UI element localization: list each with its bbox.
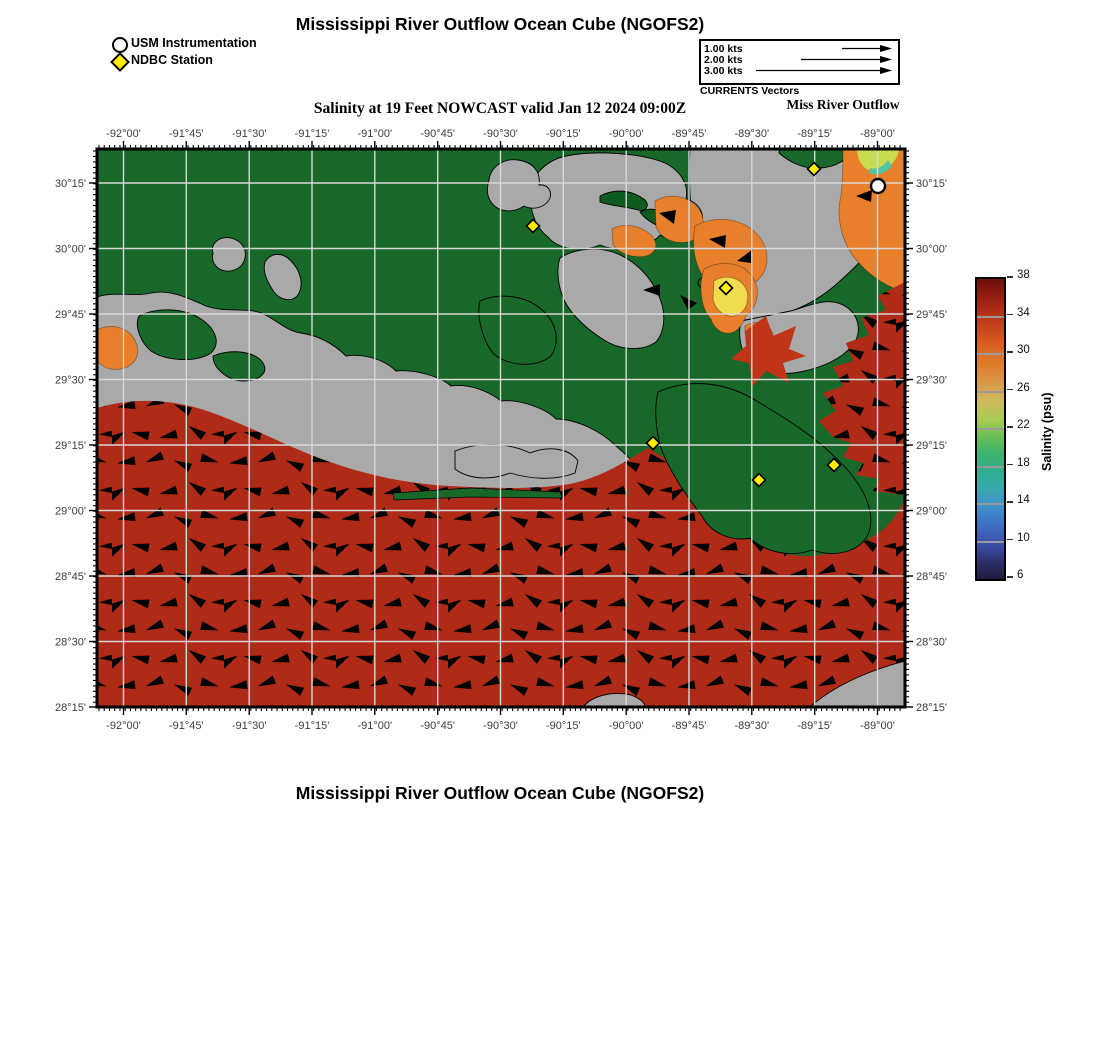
lat-tick-label-left: 30°15' [55, 178, 86, 190]
lon-tick-label-top: -89°00' [860, 128, 895, 140]
vector-arrow-head-3 [880, 67, 892, 74]
colorbar-tick-label: 10 [1017, 531, 1030, 544]
vector-arrow-head-1 [880, 45, 892, 52]
lon-tick-label-bottom: -92°00' [106, 720, 141, 732]
colorbar-tick-label: 38 [1017, 269, 1030, 281]
page-title: Mississippi River Outflow Ocean Cube (NGOFS2) [295, 14, 705, 34]
lat-tick-label-left: 29°45' [55, 309, 86, 321]
lat-tick-label-right: 28°30' [916, 636, 947, 649]
lon-tick-label-bottom: -89°45' [671, 720, 707, 732]
vector-speed-label-1: 1.00 kts [704, 43, 743, 55]
lon-tick-label-bottom: -89°15' [797, 720, 833, 732]
lat-tick-label-right: 28°15' [916, 702, 947, 714]
lon-tick-label-top: -92°00' [106, 128, 141, 140]
lon-tick-label-bottom: -91°30' [231, 720, 267, 732]
lat-tick-label-left: 29°30' [55, 374, 86, 387]
lon-tick-label-bottom: -90°45' [420, 720, 456, 732]
colorbar-tick-line [977, 466, 1004, 468]
lon-tick-label-bottom: -90°00' [608, 720, 644, 732]
colorbar-tick-label: 18 [1017, 456, 1030, 469]
ndbc-diamond-icon [110, 52, 130, 72]
colorbar-tick-dash [1007, 464, 1013, 466]
lat-tick-label-right: 29°00' [916, 505, 947, 518]
lon-tick-label-bottom: -89°30' [734, 720, 770, 732]
lon-tick-label-top: -91°45' [168, 128, 204, 140]
colorbar-tick-line [977, 353, 1004, 355]
colorbar-tick-label: 34 [1017, 306, 1030, 319]
colorbar-title: Salinity (psu) [1040, 392, 1054, 472]
colorbar-tick-dash [1007, 501, 1013, 503]
vector-speed-label-3: 3.00 kts [704, 65, 743, 77]
colorbar-tick-dash [1007, 389, 1013, 391]
currents-vectors-caption: CURRENTS Vectors [700, 85, 800, 97]
lon-tick-label-top: -89°30' [734, 128, 770, 140]
lon-tick-label-top: -91°00' [357, 128, 393, 140]
currents-vector-legend-box [699, 39, 900, 85]
lon-tick-label-top: -90°00' [608, 128, 644, 140]
footer-title: Mississippi River Outflow Ocean Cube (NGOFS2) [295, 783, 705, 803]
colorbar-tick-line [977, 428, 1004, 430]
colorbar-tick-line [977, 391, 1004, 393]
lat-tick-label-right: 30°15' [916, 178, 947, 190]
colorbar-tick-label: 22 [1017, 419, 1030, 431]
lat-tick-label-right: 30°00' [916, 243, 947, 256]
usm-circle-icon [112, 37, 128, 53]
lat-tick-label-left: 28°15' [55, 702, 86, 714]
lat-tick-label-left: 29°00' [55, 505, 86, 518]
lon-tick-label-top: -91°30' [231, 128, 267, 140]
lon-tick-label-bottom: -89°00' [860, 720, 895, 732]
vector-legend-graphic [701, 41, 893, 78]
lat-tick-label-right: 29°30' [916, 374, 947, 387]
lon-tick-label-bottom: -90°15' [545, 720, 581, 732]
lon-tick-label-bottom: -90°30' [483, 720, 518, 732]
lon-tick-label-top: -90°45' [420, 128, 456, 140]
lon-tick-label-bottom: -91°45' [168, 720, 204, 732]
colorbar-tick-line [977, 316, 1004, 318]
plot-subtitle: Salinity at 19 Feet NOWCAST valid Jan 12 2024 09:00Z [313, 100, 687, 117]
lat-tick-label-right: 29°45' [916, 309, 947, 321]
lat-tick-label-left: 30°00' [55, 243, 86, 256]
lon-tick-label-bottom: -91°00' [357, 720, 393, 732]
salinity-colorbar [975, 277, 1006, 581]
lat-tick-label-left: 29°15' [55, 440, 86, 452]
colorbar-tick-label: 26 [1017, 381, 1030, 394]
colorbar-tick-dash [1007, 539, 1013, 541]
lon-tick-label-top: -90°15' [545, 128, 581, 140]
salinity-map[interactable] [30, 118, 960, 745]
legend-ndbc-label: NDBC Station [131, 53, 213, 67]
lat-tick-label-left: 28°30' [55, 636, 86, 649]
colorbar-tick-dash [1007, 314, 1013, 316]
colorbar-tick-dash [1007, 351, 1013, 353]
lat-tick-label-right: 28°45' [916, 571, 947, 583]
gray-marsh-patch [455, 444, 578, 478]
lat-tick-label-right: 29°15' [916, 440, 947, 452]
gray-small-lake-1 [212, 238, 245, 271]
colorbar-tick-label: 6 [1017, 569, 1024, 581]
colorbar-tick-dash [1007, 276, 1013, 278]
colorbar-tick-label: 30 [1017, 344, 1030, 356]
colorbar-tick-label: 14 [1017, 494, 1030, 506]
colorbar-tick-dash [1007, 426, 1013, 428]
lon-tick-label-top: -91°15' [294, 128, 330, 140]
miss-river-outflow-label: Miss River Outflow [786, 97, 900, 112]
lon-tick-label-top: -89°45' [671, 128, 707, 140]
colorbar-tick-line [977, 541, 1004, 543]
vector-arrow-head-2 [880, 56, 892, 63]
lon-tick-label-top: -89°15' [797, 128, 833, 140]
colorbar-tick-dash [1007, 576, 1013, 578]
legend-usm-label: USM Instrumentation [131, 36, 257, 50]
usm-station-marker[interactable] [871, 179, 885, 193]
lon-tick-label-top: -90°30' [483, 128, 518, 140]
vector-speed-label-2: 2.00 kts [704, 54, 743, 66]
lon-tick-label-bottom: -91°15' [294, 720, 330, 732]
colorbar-tick-line [977, 503, 1004, 505]
lat-tick-label-left: 28°45' [55, 571, 86, 583]
